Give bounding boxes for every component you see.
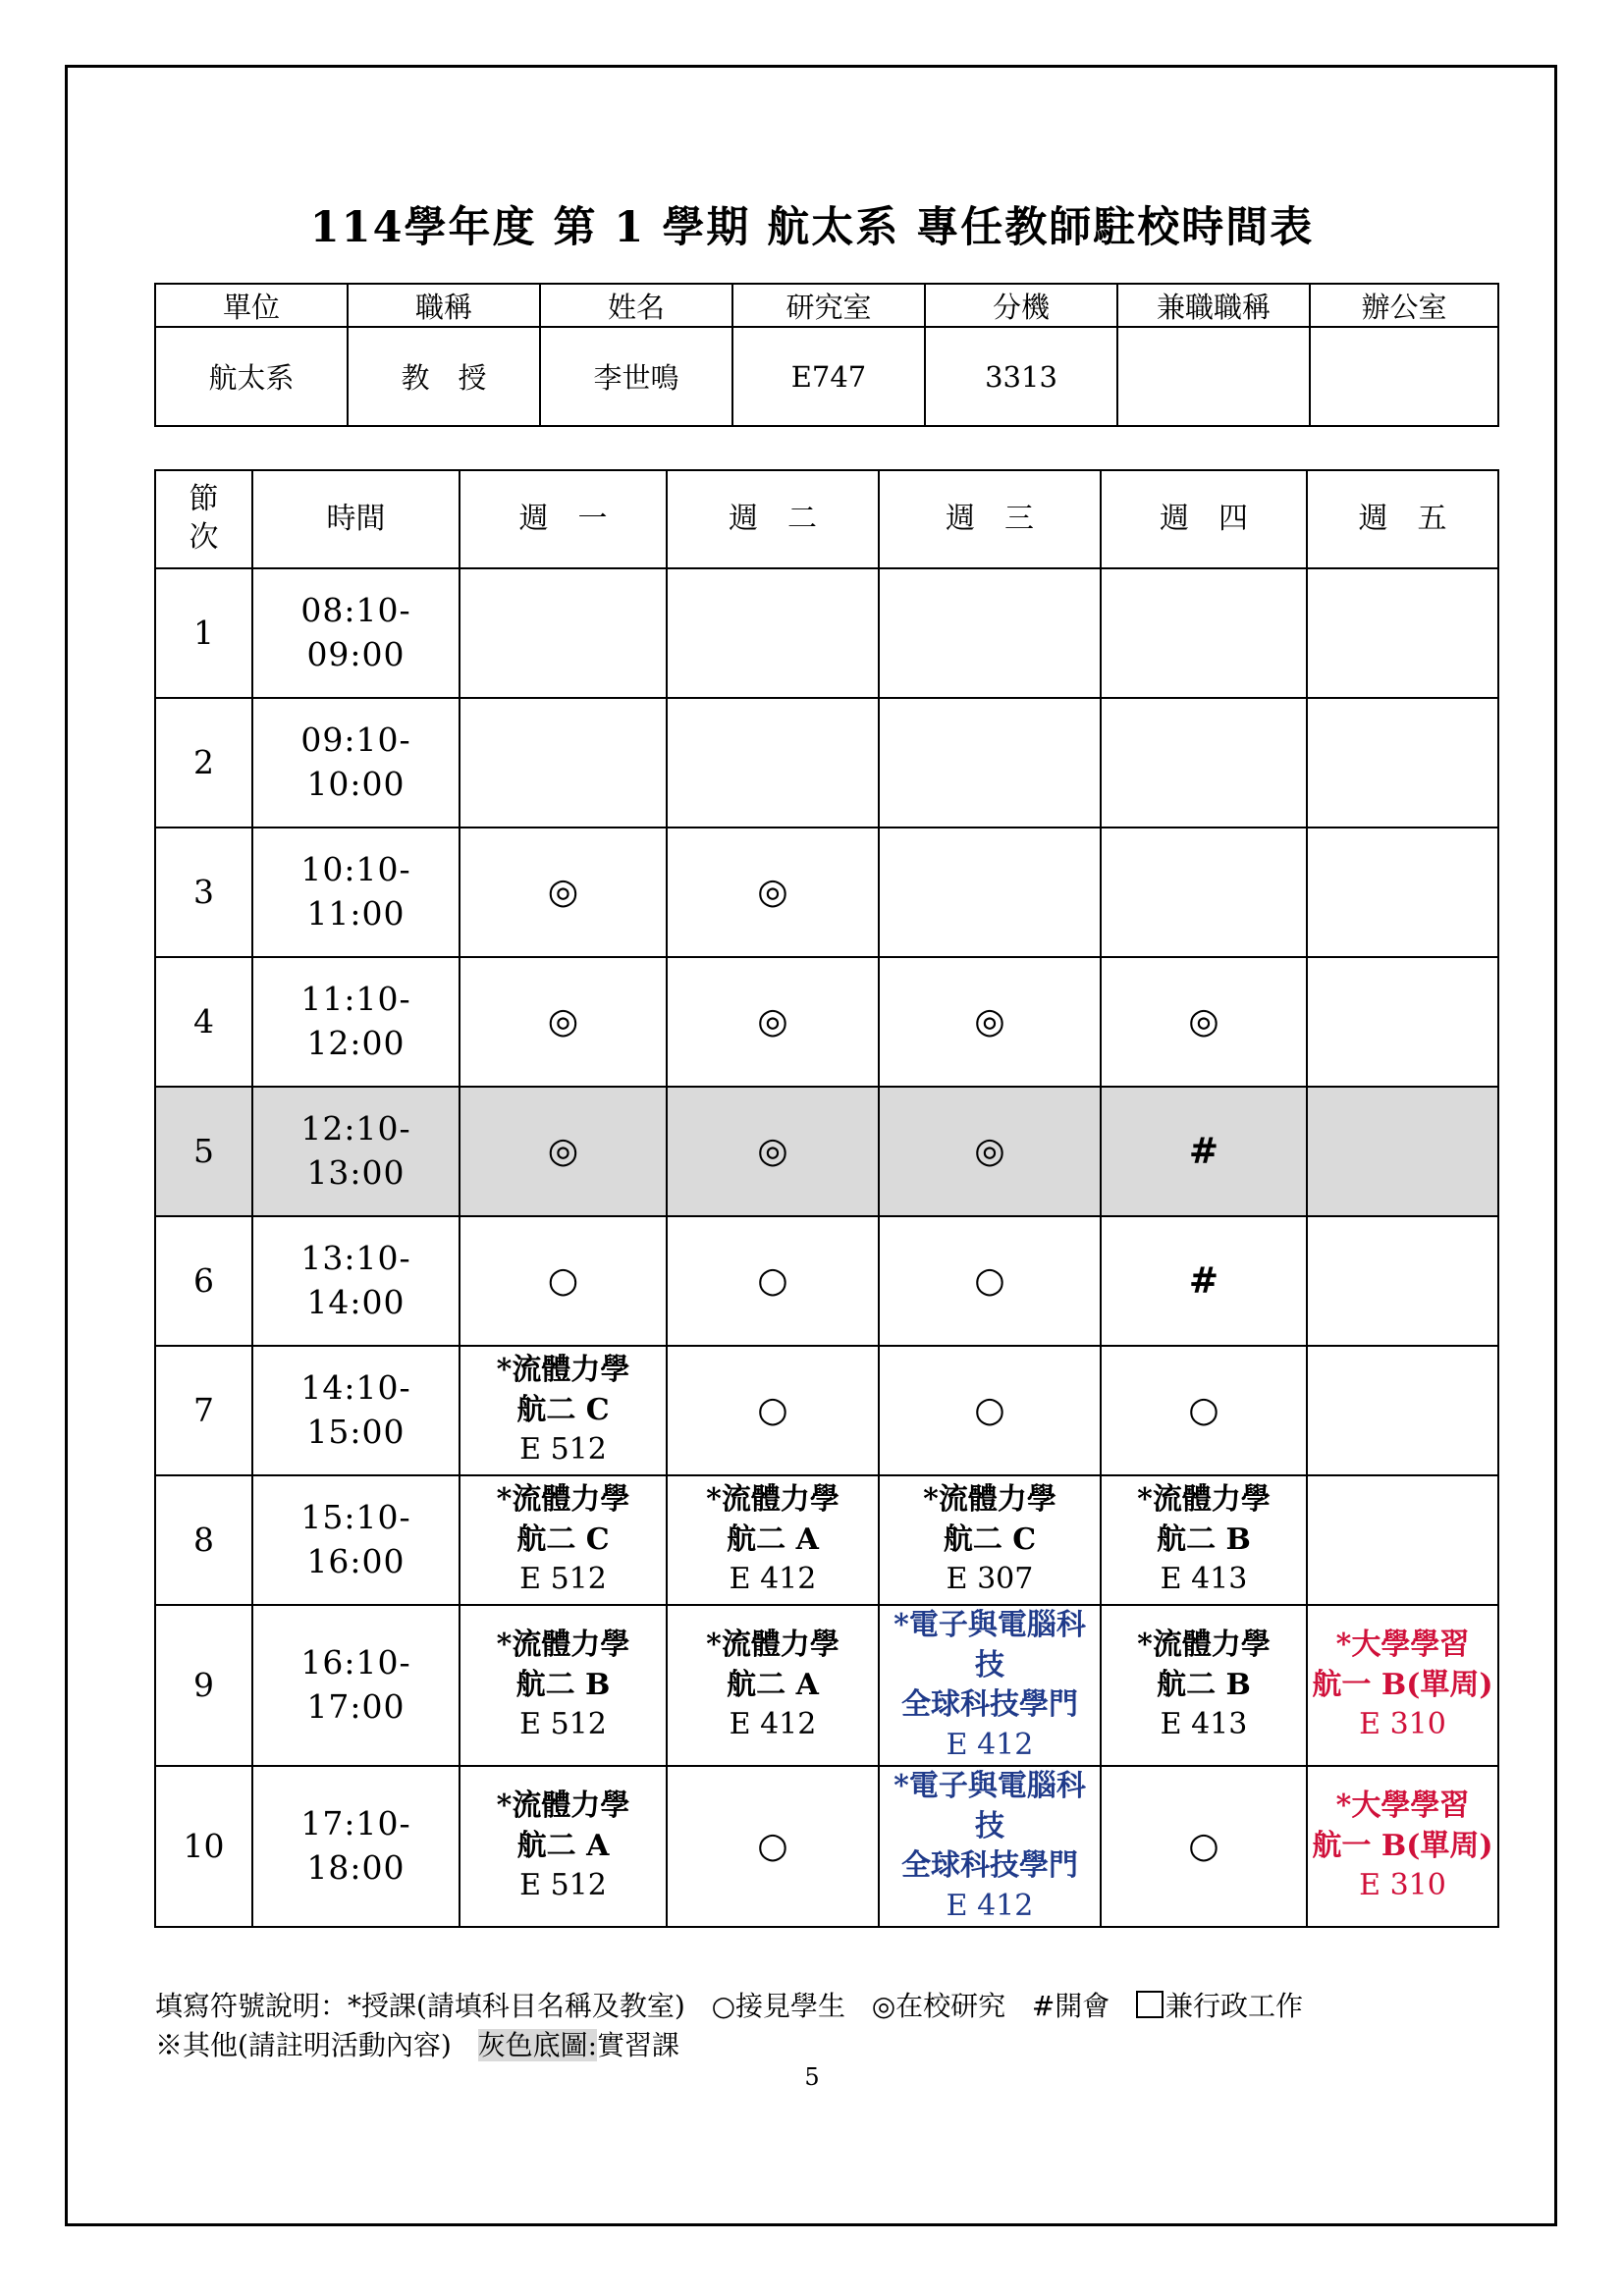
slot-tuesday xyxy=(667,1346,879,1475)
course-name: *流體力學 xyxy=(496,1789,630,1824)
research-symbol-icon: ◎ xyxy=(974,1130,1005,1171)
slot-monday xyxy=(460,1087,667,1216)
course-name: *流體力學 xyxy=(923,1482,1056,1518)
period-number: 5 xyxy=(155,1087,252,1216)
slot-tuesday xyxy=(667,568,879,698)
header-wednesday: 週 三 xyxy=(879,470,1101,568)
legend-admin: 兼行政工作 xyxy=(1165,1990,1304,2022)
info-header-concurrent-title: 兼職職稱 xyxy=(1117,284,1310,327)
slot-wednesday xyxy=(879,568,1101,698)
slot-thursday xyxy=(1101,1605,1307,1766)
course-class: 全球科技學門 xyxy=(901,1687,1078,1722)
slot-thursday xyxy=(1101,1475,1307,1605)
slot-wednesday xyxy=(879,828,1101,957)
legend-meeting: #開會 xyxy=(1031,1990,1110,2022)
period-time: 11:10-12:00 xyxy=(252,957,460,1087)
info-header-title: 職稱 xyxy=(348,284,540,327)
schedule-row xyxy=(155,1346,1498,1475)
slot-monday xyxy=(460,568,667,698)
legend xyxy=(155,1987,1303,2065)
info-value-concurrent-title xyxy=(1117,327,1310,426)
slot-wednesday xyxy=(879,1087,1101,1216)
slot-wednesday xyxy=(879,1766,1101,1927)
schedule-row xyxy=(155,698,1498,828)
slot-friday xyxy=(1307,828,1498,957)
legend-line-1 xyxy=(155,1987,1303,2026)
legend-gray-desc: 實習課 xyxy=(597,2029,680,2061)
meet-students-symbol-icon: ○ xyxy=(1188,1825,1219,1866)
period-time: 08:10-09:00 xyxy=(252,568,460,698)
period-time: 16:10-17:00 xyxy=(252,1605,460,1766)
slot-monday xyxy=(460,1216,667,1346)
info-value-unit: 航太系 xyxy=(155,327,348,426)
legend-research: ◎在校研究 xyxy=(871,1990,1006,2022)
course-name: *大學學習 xyxy=(1335,1628,1470,1663)
slot-thursday xyxy=(1101,1346,1307,1475)
meeting-symbol-icon: # xyxy=(1188,1130,1219,1172)
teacher-info-table xyxy=(154,283,1499,427)
schedule-row xyxy=(155,1766,1498,1927)
course-room: E 512 xyxy=(519,1432,607,1468)
slot-tuesday xyxy=(667,1087,879,1216)
slot-monday xyxy=(460,1475,667,1605)
course-room: E 512 xyxy=(519,1562,607,1597)
legend-line-2 xyxy=(155,2026,1303,2065)
course-room: E 412 xyxy=(729,1562,817,1597)
period-time: 13:10-14:00 xyxy=(252,1216,460,1346)
schedule-table xyxy=(154,469,1499,1928)
slot-monday xyxy=(460,957,667,1087)
schedule-row xyxy=(155,1605,1498,1766)
legend-intro: 填寫符號說明：*授課(請填科目名稱及教室) xyxy=(155,1990,685,2022)
course-name: *電子與電腦科技 xyxy=(893,1608,1086,1682)
period-time: 09:10-10:00 xyxy=(252,698,460,828)
slot-wednesday xyxy=(879,1475,1101,1605)
slot-wednesday xyxy=(879,957,1101,1087)
slot-wednesday xyxy=(879,1216,1101,1346)
slot-thursday xyxy=(1101,1766,1307,1927)
course-class: 航一 B(單周) xyxy=(1312,1667,1493,1702)
header-monday: 週 一 xyxy=(460,470,667,568)
period-time: 12:10-13:00 xyxy=(252,1087,460,1216)
info-header-office-room: 研究室 xyxy=(732,284,925,327)
slot-friday xyxy=(1307,1766,1498,1927)
course-room: E 310 xyxy=(1359,1868,1446,1903)
legend-meet-students: ○接見學生 xyxy=(711,1990,845,2022)
period-number: 9 xyxy=(155,1605,252,1766)
slot-thursday xyxy=(1101,1087,1307,1216)
course-name: *流體力學 xyxy=(706,1628,839,1663)
period-number: 1 xyxy=(155,568,252,698)
schedule-row xyxy=(155,1475,1498,1605)
header-period xyxy=(155,470,252,568)
slot-monday xyxy=(460,698,667,828)
header-thursday: 週 四 xyxy=(1101,470,1307,568)
period-time: 15:10-16:00 xyxy=(252,1475,460,1605)
slot-friday xyxy=(1307,1216,1498,1346)
info-value-name: 李世鳴 xyxy=(540,327,732,426)
slot-monday xyxy=(460,1766,667,1927)
course-class: 航二 B xyxy=(515,1667,611,1702)
slot-friday xyxy=(1307,1087,1498,1216)
research-symbol-icon: ◎ xyxy=(974,1000,1005,1041)
slot-thursday xyxy=(1101,698,1307,828)
schedule-row xyxy=(155,957,1498,1087)
period-number: 8 xyxy=(155,1475,252,1605)
research-symbol-icon: ◎ xyxy=(547,871,579,912)
course-class: 航二 A xyxy=(727,1667,819,1702)
course-name: *流體力學 xyxy=(496,1353,630,1388)
research-symbol-icon: ◎ xyxy=(757,1000,788,1041)
slot-thursday xyxy=(1101,568,1307,698)
meet-students-symbol-icon: ○ xyxy=(757,1259,788,1301)
course-name: *流體力學 xyxy=(1137,1628,1271,1663)
schedule-body xyxy=(155,568,1498,1927)
schedule-row xyxy=(155,1087,1498,1216)
period-number: 2 xyxy=(155,698,252,828)
course-class: 航一 B(單周) xyxy=(1312,1828,1493,1863)
slot-monday xyxy=(460,1346,667,1475)
slot-thursday xyxy=(1101,828,1307,957)
slot-friday xyxy=(1307,1475,1498,1605)
slot-monday xyxy=(460,828,667,957)
info-value-office xyxy=(1310,327,1498,426)
slot-wednesday xyxy=(879,1346,1101,1475)
period-time: 10:10-11:00 xyxy=(252,828,460,957)
course-room: E 412 xyxy=(729,1707,817,1742)
course-room: E 512 xyxy=(519,1868,607,1903)
info-header-extension: 分機 xyxy=(925,284,1117,327)
course-name: *大學學習 xyxy=(1335,1789,1470,1824)
research-symbol-icon: ◎ xyxy=(1188,1000,1219,1041)
info-header-unit: 單位 xyxy=(155,284,348,327)
research-symbol-icon: ◎ xyxy=(757,871,788,912)
slot-tuesday xyxy=(667,1605,879,1766)
course-name: *流體力學 xyxy=(706,1482,839,1518)
slot-friday xyxy=(1307,698,1498,828)
info-header-name: 姓名 xyxy=(540,284,732,327)
meet-students-symbol-icon: ○ xyxy=(547,1259,579,1301)
course-class: 航二 B xyxy=(1157,1522,1251,1557)
schedule-row xyxy=(155,1216,1498,1346)
course-class: 航二 A xyxy=(727,1522,819,1557)
course-room: E 413 xyxy=(1160,1707,1248,1742)
course-room: E 307 xyxy=(946,1562,1034,1597)
page-title: 114學年度 第 1 學期 航太系 專任教師駐校時間表 xyxy=(309,203,1315,252)
slot-monday xyxy=(460,1605,667,1766)
info-value-extension: 3313 xyxy=(925,327,1117,426)
info-header-office: 辦公室 xyxy=(1310,284,1498,327)
research-symbol-icon: ◎ xyxy=(547,1000,579,1041)
course-room: E 512 xyxy=(519,1707,607,1742)
course-class: 航二 C xyxy=(943,1522,1037,1557)
schedule-row xyxy=(155,828,1498,957)
meet-students-symbol-icon: ○ xyxy=(757,1825,788,1866)
course-class: 航二 C xyxy=(516,1522,610,1557)
course-name: *流體力學 xyxy=(1137,1482,1271,1518)
legend-gray-key: 灰色底圖: xyxy=(477,2029,597,2061)
course-name: *電子與電腦科技 xyxy=(893,1769,1086,1843)
course-room: E 412 xyxy=(946,1727,1034,1762)
slot-friday xyxy=(1307,1346,1498,1475)
period-number: 10 xyxy=(155,1766,252,1927)
course-room: E 310 xyxy=(1359,1707,1446,1742)
period-number: 3 xyxy=(155,828,252,957)
meet-students-symbol-icon: ○ xyxy=(974,1389,1005,1430)
header-period-label: 節次 xyxy=(189,482,219,556)
slot-tuesday xyxy=(667,1216,879,1346)
header-tuesday: 週 二 xyxy=(667,470,879,568)
course-class: 航二 C xyxy=(516,1392,610,1427)
legend-other: ※其他(請註明活動內容) xyxy=(155,2029,452,2061)
header-friday: 週 五 xyxy=(1307,470,1498,568)
slot-tuesday xyxy=(667,957,879,1087)
meet-students-symbol-icon: ○ xyxy=(757,1389,788,1430)
header-time: 時間 xyxy=(252,470,460,568)
slot-wednesday xyxy=(879,1605,1101,1766)
period-number: 7 xyxy=(155,1346,252,1475)
slot-friday xyxy=(1307,957,1498,1087)
info-value-title: 教 授 xyxy=(348,327,540,426)
slot-friday xyxy=(1307,1605,1498,1766)
meet-students-symbol-icon: ○ xyxy=(1188,1389,1219,1430)
slot-thursday xyxy=(1101,957,1307,1087)
schedule-row xyxy=(155,568,1498,698)
research-symbol-icon: ◎ xyxy=(757,1130,788,1171)
slot-friday xyxy=(1307,568,1498,698)
course-class: 全球科技學門 xyxy=(901,1848,1078,1883)
slot-thursday xyxy=(1101,1216,1307,1346)
page-number: 5 xyxy=(804,2063,820,2091)
course-name: *流體力學 xyxy=(496,1628,630,1663)
meet-students-symbol-icon: ○ xyxy=(974,1259,1005,1301)
slot-tuesday xyxy=(667,1766,879,1927)
course-class: 航二 A xyxy=(516,1828,610,1863)
info-value-office-room: E747 xyxy=(732,327,925,426)
period-number: 4 xyxy=(155,957,252,1087)
meeting-symbol-icon: # xyxy=(1188,1259,1219,1302)
period-time: 17:10-18:00 xyxy=(252,1766,460,1927)
checkbox-square-icon xyxy=(1136,1991,1164,2018)
period-time: 14:10-15:00 xyxy=(252,1346,460,1475)
slot-tuesday xyxy=(667,1475,879,1605)
period-number: 6 xyxy=(155,1216,252,1346)
slot-wednesday xyxy=(879,698,1101,828)
course-room: E 412 xyxy=(946,1888,1034,1923)
course-name: *流體力學 xyxy=(496,1482,630,1518)
research-symbol-icon: ◎ xyxy=(547,1130,579,1171)
slot-tuesday xyxy=(667,828,879,957)
slot-tuesday xyxy=(667,698,879,828)
course-room: E 413 xyxy=(1160,1562,1248,1597)
course-class: 航二 B xyxy=(1157,1667,1251,1702)
